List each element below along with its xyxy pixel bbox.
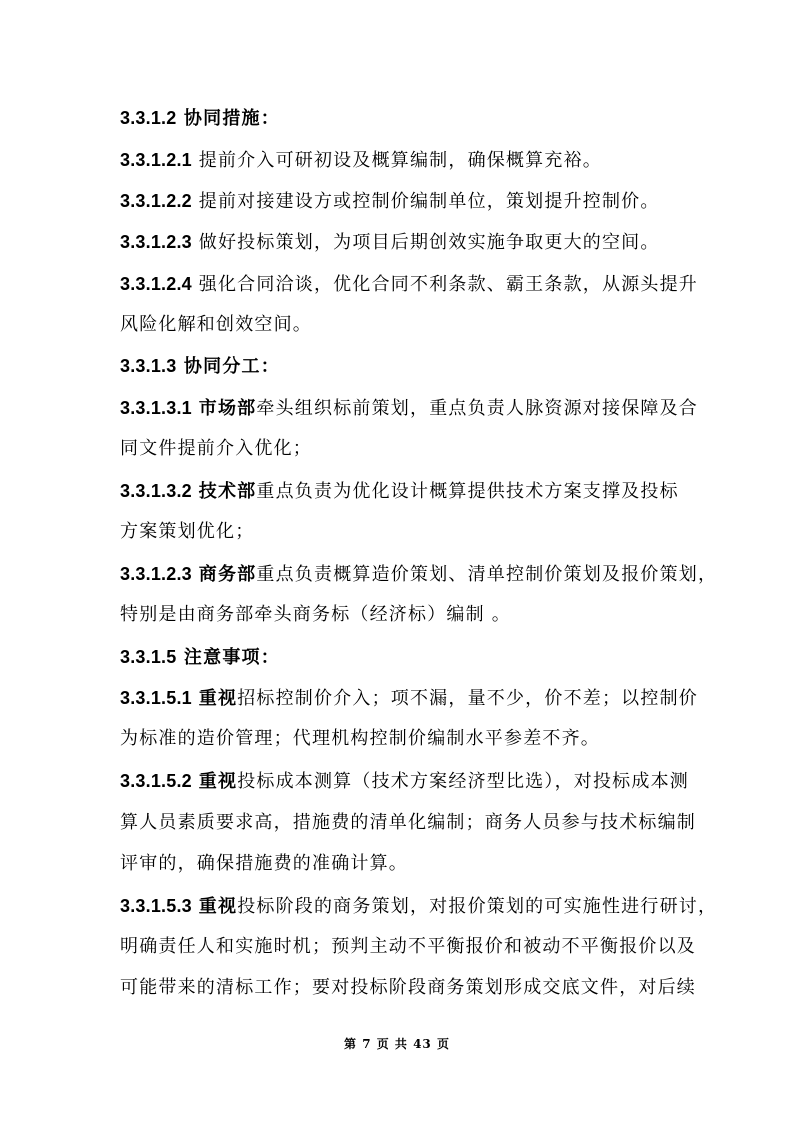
paragraph-continuation: 评审的，确保措施费的准确计算。 [120, 853, 408, 874]
item-number: 3.3.1.2.3 [120, 564, 192, 584]
paragraph-continuation: 为标准的造价管理；代理机构控制价编制水平参差不齐。 [120, 728, 600, 749]
item-text: 投标阶段的商务策划，对报价策划的可实施性进行研讨， [237, 896, 718, 917]
paragraph-continuation: 同文件提前介入优化； [120, 438, 312, 459]
department-label: 技术部 [198, 481, 257, 502]
paragraph [120, 189, 690, 214]
section-title: 注意事项： [183, 647, 280, 668]
paragraph [120, 148, 690, 173]
paragraph [120, 686, 698, 711]
paragraph [120, 396, 698, 421]
emphasis-label: 重视 [198, 688, 238, 709]
item-text: 牵头组织标前策划，重点负责人脉资源对接保障及合 [256, 398, 698, 419]
paragraph [120, 479, 690, 504]
paragraph-continuation: 特别是由商务部牵头商务标（经济标）编制 。 [120, 604, 511, 625]
item-text: 提前对接建设方或控制价编制单位，策划提升控制价。 [198, 191, 660, 212]
item-number: 3.3.1.3.1 [120, 398, 192, 418]
section-heading [120, 645, 690, 670]
section-heading [120, 354, 690, 379]
paragraph [120, 272, 698, 297]
department-label: 市场部 [198, 398, 257, 419]
item-number: 3.3.1.5.3 [120, 896, 192, 916]
section-heading [120, 106, 690, 131]
item-number: 3.3.1.3.2 [120, 481, 192, 501]
section-number: 3.3.1.5 [120, 647, 177, 667]
paragraph [120, 894, 718, 919]
section-title: 协同措施： [183, 108, 280, 129]
paragraph-continuation: 算人员素质要求高，措施费的清单化编制；商务人员参与技术标编制 [120, 812, 696, 833]
emphasis-label: 重视 [198, 771, 238, 792]
item-text: 招标控制价介入；项不漏，量不少，价不差；以控制价 [237, 688, 698, 709]
department-label: 商务部 [198, 564, 257, 585]
item-text: 强化合同洽谈，优化合同不利条款、霸王条款，从源头提升 [198, 274, 698, 295]
section-number: 3.3.1.3 [120, 356, 177, 376]
paragraph [120, 562, 718, 587]
paragraph-continuation: 明确责任人和实施时机；预判主动不平衡报价和被动不平衡报价以及 [120, 936, 696, 957]
emphasis-label: 重视 [198, 896, 238, 917]
paragraph [120, 769, 690, 794]
paragraph-continuation: 可能带来的清标工作；要对投标阶段商务策划形成交底文件，对后续 [120, 977, 696, 998]
item-number: 3.3.1.2.4 [120, 274, 192, 294]
item-number: 3.3.1.2.2 [120, 191, 192, 211]
item-number: 3.3.1.5.1 [120, 688, 192, 708]
item-number: 3.3.1.5.2 [120, 771, 192, 791]
item-text: 重点负责为优化设计概算提供技术方案支撑及投标 [256, 481, 679, 502]
item-text: 提前介入可研初设及概算编制，确保概算充裕。 [198, 150, 602, 171]
item-number: 3.3.1.2.3 [120, 232, 192, 252]
page-number-footer: 第 7 页 共 43 页 [344, 1037, 450, 1051]
item-text: 投标成本测算（技术方案经济型比选），对投标成本测 [237, 771, 689, 792]
paragraph-continuation: 风险化解和创效空间。 [120, 314, 312, 335]
item-number: 3.3.1.2.1 [120, 150, 192, 170]
section-title: 协同分工： [183, 356, 280, 377]
item-text: 重点负责概算造价策划、清单控制价策划及报价策划， [256, 564, 718, 585]
paragraph-continuation: 方案策划优化； [120, 521, 255, 542]
section-number: 3.3.1.2 [120, 108, 177, 128]
paragraph [120, 230, 690, 255]
item-text: 做好投标策划，为项目后期创效实施争取更大的空间。 [198, 232, 660, 253]
